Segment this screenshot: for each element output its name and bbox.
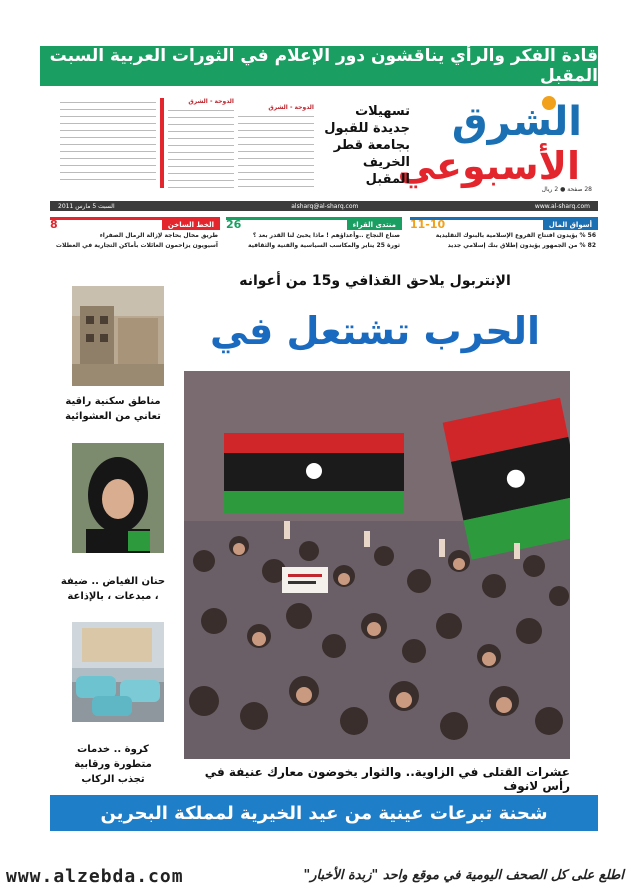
column-dateline: الدوحة - الشرق	[188, 98, 234, 105]
top-banner-headline: قادة الفكر والرأي يناقشون دور الإعلام في الثورات العربية السبت المقبل	[40, 46, 598, 86]
sidebar-photo-portrait	[72, 443, 164, 553]
rubric-line: آسيويون يزاحمون العائلات بأماكن التجارية في العطلات	[55, 242, 218, 249]
sidebar-caption-1: مناطق سكنية راقية تعاني من العشوائية	[65, 396, 161, 422]
bottom-banner-headline: شحنة تبرعات عينية من عيد الخيرية لمملكة البحرين	[50, 795, 598, 831]
rubric-line: طريق مخال بحاجة لإزالة الرمال الصفراء	[99, 232, 218, 239]
rubric-tag: منتدى القراء	[347, 220, 402, 230]
protest-placard	[282, 567, 328, 593]
footer-url-link[interactable]: www.alzebda.com	[6, 866, 184, 887]
web-info-bar	[50, 201, 598, 211]
column-body-lines	[168, 106, 234, 190]
main-subheadline: الإنتربول يلاحق القذافي و15 من أعوانه	[239, 273, 511, 289]
column-body-lines	[60, 98, 156, 186]
libyan-flag-left	[224, 433, 404, 513]
rubric-line: ثورة 25 يناير والمكاسب السياسية والفنية والثقافية	[248, 242, 400, 249]
logo-line1: الشرق	[451, 99, 582, 145]
issue-date: السبت 5 مارس 2011	[58, 202, 115, 210]
logo-line2: الأسبوعي	[397, 144, 580, 188]
newspaper-logo	[397, 96, 586, 196]
column-accent-bar	[160, 98, 164, 188]
sidebar-photo-buildings	[72, 286, 164, 386]
main-photo-protest-crowd	[184, 371, 570, 759]
sidebar-caption-3: كروة .. خدمات متطورة ورقابية تجذب الركاب	[74, 744, 152, 785]
teaser-column-a	[58, 98, 164, 188]
rubric-tag: أسواق المال	[543, 220, 598, 230]
main-headline: الحرب تشتعل في	[209, 309, 541, 353]
rubric-line: 82 % من الجمهور يؤيدون إطلاق بنك إسلامي جديد	[447, 242, 596, 249]
teaser-column-b	[168, 98, 234, 190]
crowd-illustration	[184, 371, 570, 759]
rubric-line: صناع النجاح ..وأعداؤهم ! ماذا يخبئ لنا القدر بعد ؟	[252, 232, 400, 239]
rubric-page-number: 8	[50, 218, 58, 231]
rubric-page-number: 11-10	[410, 218, 446, 231]
main-photo-caption: عشرات القتلى في الزاوية.. والثوار يخوضون معارك عنيفة في رأس لانوف	[204, 765, 570, 793]
teaser-column-c	[238, 104, 314, 190]
rubric-forum	[226, 217, 402, 251]
issue-info: 28 صفحة ● 2 ريال	[541, 186, 592, 193]
email-address: alsharq@al-sharq.com	[291, 202, 359, 210]
website-url: www.al-sharq.com	[534, 202, 590, 210]
rubric-tag: الخط الساخن	[162, 220, 220, 230]
column-dateline: الدوحة - الشرق	[268, 104, 314, 111]
rubric-page-number: 26	[226, 218, 242, 231]
rubric-hotline	[50, 217, 220, 251]
rubric-economy	[410, 217, 598, 251]
sidebar-caption-2: حنان الفياض .. ضيفة ، مبدعات ، بالإذاعة	[60, 576, 166, 602]
footer-slogan: اطلع على كل الصحف اليومية في موقع واحد "زبدة الأخبار"	[303, 868, 624, 883]
column-body-lines	[238, 112, 314, 190]
footer	[0, 860, 632, 894]
teaser-headline: تسهيلات جديدة للقبول بجامعة قطر الخريف المقبل	[324, 104, 410, 187]
sidebar-photo-taxis	[72, 622, 164, 722]
rubric-line: 56 % يؤيدون افتتاح الفروع الإسلامية بالبنوك التقليدية	[435, 232, 596, 239]
